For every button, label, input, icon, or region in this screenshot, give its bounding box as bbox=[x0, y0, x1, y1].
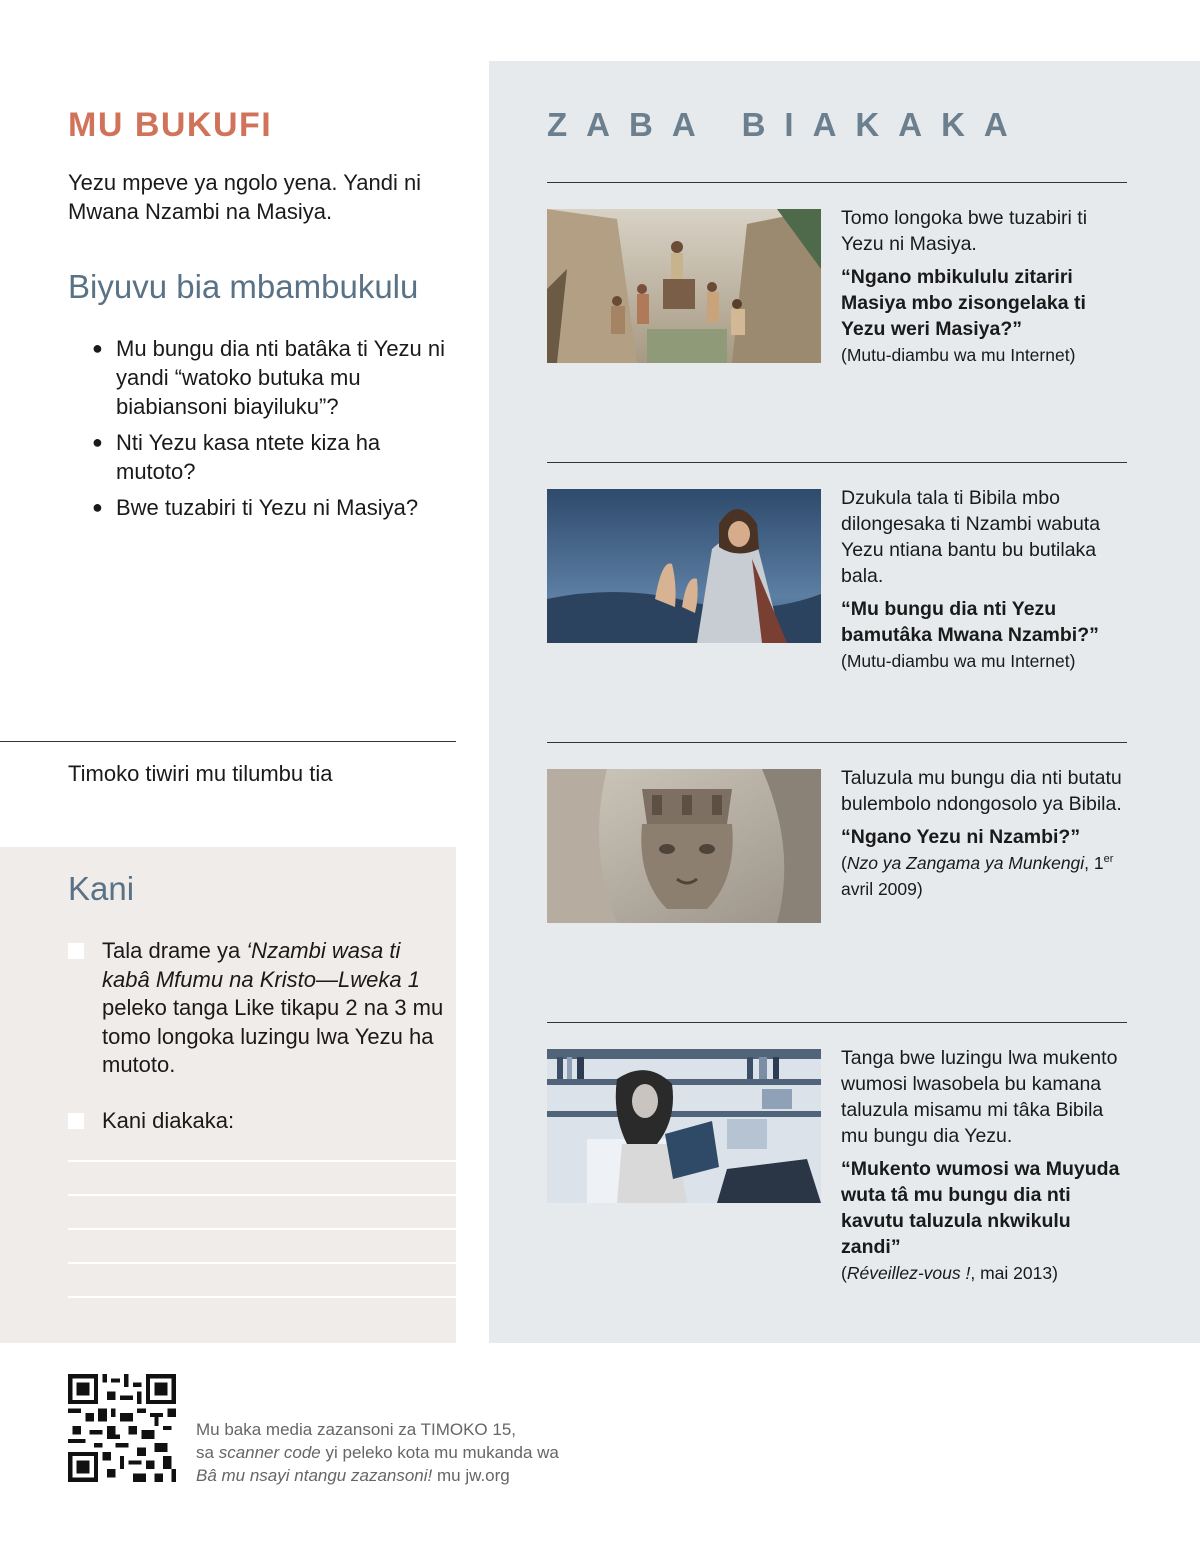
item-description: Taluzula mu bungu dia nti butatu bulembolo ndongosolo ya Bibila. bbox=[841, 767, 1122, 815]
questions-heading: Biyuvu bia mbambukulu bbox=[68, 268, 419, 305]
item-title[interactable]: “Mu bungu dia nti Yezu bamutâka Mwana Nzambi?” bbox=[841, 598, 1099, 646]
item-source: (Mutu-diambu wa mu Internet) bbox=[841, 651, 1076, 671]
item-source: (Nzo ya Zangama ya Munkengi, 1er avril 2009) bbox=[841, 853, 1114, 899]
item-description: Tomo longoka bwe tuzabiri ti Yezu ni Masiya. bbox=[841, 207, 1088, 255]
item-source: (Réveillez-vous !, mai 2013) bbox=[841, 1263, 1058, 1283]
list-item bbox=[92, 493, 452, 522]
question-text: Nti Yezu kasa ntete kiza ha mutoto? bbox=[116, 430, 381, 484]
jesus-praying-image[interactable] bbox=[547, 489, 821, 643]
item-description: Dzukula tala ti Bibila mbo dilongesaka ti Nzambi wabuta Yezu ntiana bantu bu butilaka bala. bbox=[841, 487, 1101, 587]
divider bbox=[547, 182, 1127, 183]
bullet-icon: ● bbox=[92, 432, 103, 452]
explore-item-text bbox=[841, 1045, 1131, 1286]
list-item bbox=[92, 428, 452, 486]
item-title[interactable]: “Ngano mbikululu zitariri Masiya mbo zisongelaka ti Yezu weri Masiya?” bbox=[841, 266, 1086, 340]
explore-item-text bbox=[841, 765, 1131, 902]
write-line[interactable] bbox=[68, 1228, 456, 1230]
todo-text: Kani diakaka: bbox=[102, 1108, 235, 1133]
todo-item bbox=[68, 937, 448, 1080]
trinity-sculpture-image[interactable] bbox=[547, 769, 821, 923]
explore-item-text bbox=[841, 205, 1131, 368]
question-text: Mu bungu dia nti batâka ti Yezu ni yandi “watoko butuka mu biabiansoni biayiluku”? bbox=[116, 336, 446, 419]
list-item bbox=[92, 334, 452, 421]
explore-item-text bbox=[841, 485, 1131, 674]
item-title[interactable]: “Mukento wumosi wa Muyuda wuta tâ mu bungu dia nti kavutu taluzula nkwikulu zandi” bbox=[841, 1158, 1120, 1258]
woman-reading-image[interactable] bbox=[547, 1049, 821, 1203]
item-description: Tanga bwe luzingu lwa mukento wumosi lwasobela bu kamana taluzula misamu mi tâka Bibila mu bungu dia Yezu. bbox=[841, 1047, 1118, 1147]
divider bbox=[547, 462, 1127, 463]
write-line[interactable] bbox=[68, 1262, 456, 1264]
explore-heading: ZABA BIAKAKA bbox=[547, 106, 1027, 143]
qr-code-icon[interactable] bbox=[68, 1374, 176, 1482]
todo-heading: Kani bbox=[68, 870, 135, 907]
questions-list bbox=[92, 334, 452, 529]
summary-text: Yezu mpeve ya ngolo yena. Yandi ni Mwana Nzambi na Masiya. bbox=[68, 170, 422, 224]
summary-heading: MU BUKUFI bbox=[68, 106, 273, 144]
write-line[interactable] bbox=[68, 1160, 456, 1162]
item-source: (Mutu-diambu wa mu Internet) bbox=[841, 345, 1076, 365]
notes-label: Timoko tiwiri mu tilumbu tia bbox=[68, 761, 333, 786]
divider bbox=[547, 1022, 1127, 1023]
write-line[interactable] bbox=[68, 1296, 456, 1298]
footer-text: Mu baka media zazansoni za TIMOKO 15, sa scanner code yi peleko kota mu mukanda wa Bâ mu nsayi ntangu zazansoni! mu jw.org bbox=[196, 1420, 559, 1485]
divider bbox=[0, 741, 456, 742]
checkbox[interactable] bbox=[68, 943, 84, 959]
bullet-icon: ● bbox=[92, 497, 103, 517]
divider bbox=[547, 742, 1127, 743]
jesus-triumphal-entry-image[interactable] bbox=[547, 209, 821, 363]
item-title[interactable]: “Ngano Yezu ni Nzambi?” bbox=[841, 826, 1081, 848]
bullet-icon: ● bbox=[92, 338, 103, 358]
write-line[interactable] bbox=[68, 1194, 456, 1196]
todo-item bbox=[68, 1107, 448, 1136]
question-text: Bwe tuzabiri ti Yezu ni Masiya? bbox=[116, 495, 419, 520]
todo-text: Tala drame ya ‘Nzambi wasa ti kabâ Mfumu na Kristo—Lweka 1 peleko tanga Like tikapu 2 na 3 mu tomo longoka luzingu lwa Yezu ha mutoto. bbox=[102, 938, 444, 1077]
checkbox[interactable] bbox=[68, 1113, 84, 1129]
todo-panel bbox=[0, 847, 456, 1343]
